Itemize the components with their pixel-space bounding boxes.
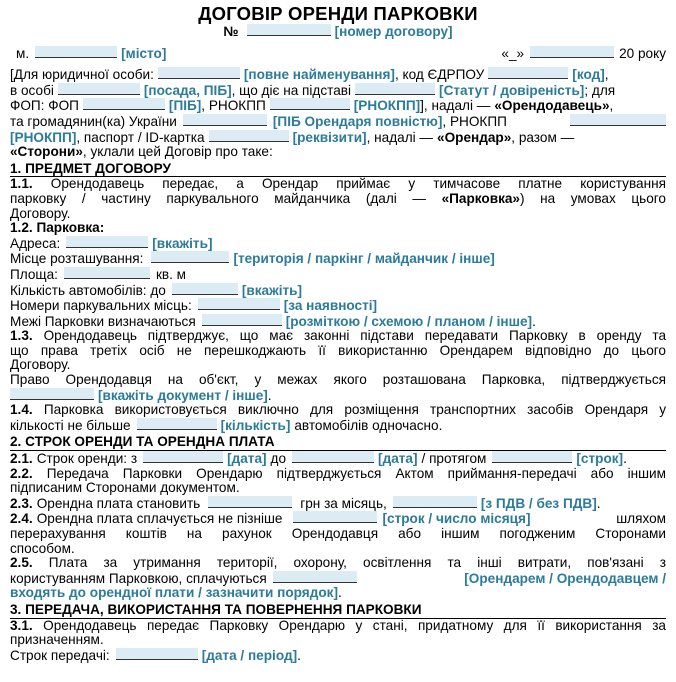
area-line: Площа: кв. м — [10, 266, 187, 282]
spot-numbers-blank[interactable] — [198, 298, 280, 310]
clause-2-4: 2.4. Орендна плата сплачується не пізніше [строк / число місяця] шляхом перерахування коштів на рахунок Орендодавця або іншим погодженим Сторонами способом. — [10, 511, 666, 556]
number-sign: № — [223, 24, 239, 39]
start-date-blank[interactable] — [143, 451, 223, 463]
end-date-blank[interactable] — [292, 451, 374, 463]
location-line: Місце розташування: [територія / паркінг / майданчик / інше] — [10, 251, 495, 267]
section-3-heading: 3. ПЕРЕДАЧА, ВИКОРИСТАННЯ ТА ПОВЕРНЕННЯ ПАРКОВКИ — [10, 603, 666, 619]
document-title: ДОГОВІР ОРЕНДИ ПАРКОВКИ — [198, 3, 478, 24]
clause-2-2: 2.2. Передача Парковки Орендарю підтверджується Актом приймання-передачі або іншим підписаним Сторонами документом. — [10, 465, 666, 496]
address-blank[interactable] — [66, 236, 148, 248]
section-2-heading: 2. СТРОК ОРЕНДИ ТА ОРЕНДНА ПЛАТА — [10, 435, 666, 451]
bounds-blank[interactable] — [202, 314, 282, 326]
fop-rnokpp-blank[interactable] — [270, 98, 350, 110]
passport-blank[interactable] — [209, 130, 289, 142]
handover-blank[interactable] — [116, 648, 198, 660]
date-blank[interactable] — [530, 46, 614, 58]
location-blank[interactable] — [151, 251, 229, 263]
cars-line: Кількість автомобілів: до [вкажіть] — [10, 282, 303, 298]
rent-amount-blank[interactable] — [208, 496, 292, 508]
ownership-clause: Право Орендодавця на об'єкт, у межах якого розташована Парковка, підтверджується [вкажіть документ / інше] . — [10, 372, 666, 403]
spot-numbers-line: Номери паркувальних місць: [за наявності] — [10, 298, 378, 314]
bounds-line: Межі Парковки визначаються [розміткою / схемою / планом / інше] . — [10, 313, 536, 329]
city-blank[interactable] — [35, 46, 117, 58]
tenant-name-blank[interactable] — [183, 114, 267, 126]
ownership-doc-blank[interactable] — [10, 388, 94, 400]
tenant-rnokpp-blank[interactable] — [570, 114, 666, 126]
vat-blank[interactable] — [393, 496, 477, 508]
address-line: Адреса: [вкажіть] — [10, 235, 213, 251]
max-cars-blank[interactable] — [137, 418, 217, 430]
handover-line: Строк передачі: [дата / період] . — [10, 647, 301, 663]
clause-1-4: 1.4. Парковка використовується виключно для розміщення транспортних засобів Орендаря у кількості не більше [кількість] автомобілів одночасно. — [10, 402, 667, 433]
term-blank[interactable] — [492, 451, 572, 463]
date-day: «_» — [501, 45, 525, 61]
payment-deadline-blank[interactable] — [293, 511, 377, 523]
area-blank[interactable] — [64, 267, 150, 279]
clause-1-1: 1.1. Орендодавець передає, а Орендар приймає у тимчасове платне користування парковку / частину паркувального майданчика (далі — «Парковка») на умовах цього Договору. — [10, 176, 666, 221]
clause-2-5: 2.5. Плата за утримання території, охорону, освітлення та інші витрати, пов'язані з користуванням Парковкою, сплачуються [Орендарем / Орендодавцем / входять до орендної плати / зазначити порядок] . — [10, 555, 666, 601]
cars-blank[interactable] — [172, 283, 238, 295]
clause-2-1: 2.1. Строк оренди: з [дата] до [дата] / протягом [строк] . — [10, 451, 627, 467]
date-year: 20 року — [619, 45, 666, 61]
clause-3-1: 3.1. Орендодавець передає Парковку Орендарю у стані, придатному для її використання за призначенням. — [10, 617, 666, 648]
clause-2-3: 2.3. Орендна плата становить грн за місяць, [з ПДВ / без ПДВ] . — [10, 495, 601, 511]
city-date-line — [10, 46, 666, 62]
basis-blank[interactable] — [355, 83, 435, 95]
preamble: [Для юридичної особи: [повне найменування] , код ЄДРПОУ [код] , в особі [посада, ПІБ] , що діє на підставі [Статут / довіреність] ; для ФОП: ФОП [ПІБ] , РНОКПП [РНОКПП] ], надалі — «Орендодавець» , та громадянин(ка) України [ПІБ Орендаря повністю] , РНОКПП [РНОКПП] , паспорт / ID-картка [реквізити] , надалі — «Орендар» , разом — «Сторони» , уклали цей Договір про таке: — [10, 67, 666, 160]
contract-number-line — [10, 24, 666, 40]
expenses-blank[interactable] — [273, 571, 357, 583]
edrpou-blank[interactable] — [488, 67, 568, 79]
city-prefix: м. — [16, 45, 30, 61]
contract-number-placeholder: [номер договору] — [334, 24, 453, 39]
city-placeholder: [місто] — [121, 45, 167, 61]
clause-1-3: 1.3. Орендодавець підтверджує, що має законні підстави передавати Парковку в оренду та що права третіх осіб не перешкоджають її використанню Орендарем відповідно до цього Договору. — [10, 328, 667, 373]
contract-number-blank[interactable] — [247, 24, 331, 36]
legal-name-blank[interactable] — [158, 67, 240, 79]
section-1-heading: 1. ПРЕДМЕТ ДОГОВОРУ — [10, 162, 666, 178]
fop-name-blank[interactable] — [83, 98, 165, 110]
position-name-blank[interactable] — [58, 83, 140, 95]
clause-1-2-heading: 1.2. Парковка: — [10, 220, 105, 236]
